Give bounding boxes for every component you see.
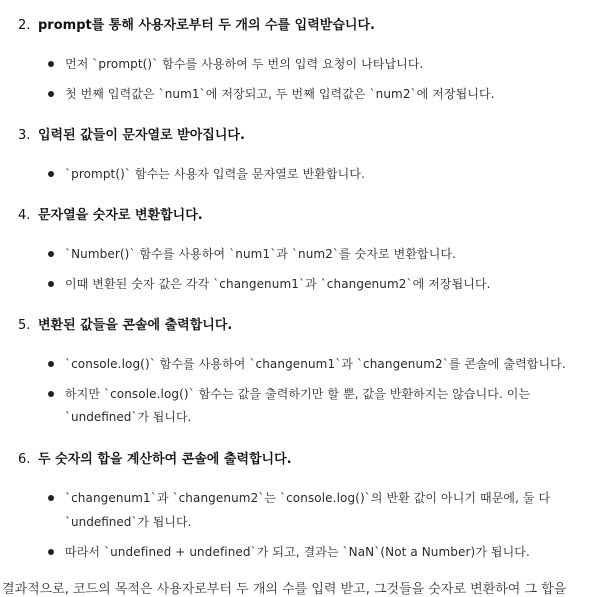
list-item-text: 첫 번째 입력값은 `num1`에 저장되고, 두 번째 입력값은 `num2`에 저장됩니다. (65, 87, 495, 101)
list-item-continuation: `undefined`가 됩니다. (65, 410, 192, 424)
list-item-text: 따라서 `undefined + undefined`가 되고, 결과는 `NaN`(Not a Number)가 됩니다. (65, 545, 530, 559)
bullet-icon (48, 61, 54, 67)
bullet-icon (48, 91, 54, 97)
step-6-heading (18, 448, 292, 467)
step-2-heading (18, 14, 375, 33)
bullet-icon (48, 549, 54, 555)
bullet-icon (48, 171, 54, 177)
list-item (48, 55, 423, 72)
list-item (48, 543, 530, 560)
bullet-icon (48, 495, 54, 501)
step-title: 문자열을 숫자로 변환합니다. (38, 208, 203, 223)
step-number: 3. (18, 128, 31, 143)
step-title: prompt를 통해 사용자로부터 두 개의 수를 입력받습니다. (38, 18, 375, 33)
step-4-heading (18, 204, 203, 223)
step-number: 5. (18, 318, 31, 333)
trailing-paragraph: 결과적으로, 코드의 목적은 사용자로부터 두 개의 수를 입력 받고, 그것들을 숫자로 변환하여 그 합을 (2, 582, 567, 597)
list-item (48, 489, 550, 506)
bullet-icon (48, 361, 54, 367)
list-item (48, 355, 566, 372)
step-number: 4. (18, 208, 31, 223)
list-item-text: `changenum1`과 `changenum2`는 `console.log()`의 반환 값이 아니기 때문에, 둘 다 (65, 491, 551, 505)
step-5-heading (18, 314, 232, 333)
step-title: 두 숫자의 합을 계산하여 콘솔에 출력합니다. (38, 452, 292, 467)
list-item (48, 275, 491, 292)
list-item-text: 먼저 `prompt()` 함수를 사용하여 두 번의 입력 요청이 나타납니다. (65, 57, 424, 71)
list-item (48, 385, 530, 402)
step-3-heading (18, 124, 245, 143)
list-item-text: `prompt()` 함수는 사용자 입력을 문자열로 반환합니다. (65, 167, 365, 181)
bullet-icon (48, 281, 54, 287)
step-number: 2. (18, 18, 31, 33)
list-item-text: 이때 변환된 숫자 값은 각각 `changenum1`과 `changenum2`에 저장됩니다. (65, 277, 491, 291)
list-item-text: `console.log()` 함수를 사용하여 `changenum1`과 `changenum2`를 콘솔에 출력합니다. (65, 357, 566, 371)
list-item-text: 하지만 `console.log()` 함수는 값을 출력하기만 할 뿐, 값을 반환하지는 않습니다. 이는 (65, 387, 531, 401)
list-item (48, 245, 456, 262)
step-number: 6. (18, 452, 31, 467)
list-item (48, 165, 365, 182)
list-item-text: `Number()` 함수를 사용하여 `num1`과 `num2`를 숫자로 변환합니다. (65, 247, 457, 261)
list-item (48, 85, 495, 102)
list-item-continuation: `undefined`가 됩니다. (65, 515, 192, 529)
step-title: 입력된 값들이 문자열로 받아집니다. (38, 128, 245, 143)
bullet-icon (48, 391, 54, 397)
bullet-icon (48, 251, 54, 257)
step-title: 변환된 값들을 콘솔에 출력합니다. (38, 318, 233, 333)
